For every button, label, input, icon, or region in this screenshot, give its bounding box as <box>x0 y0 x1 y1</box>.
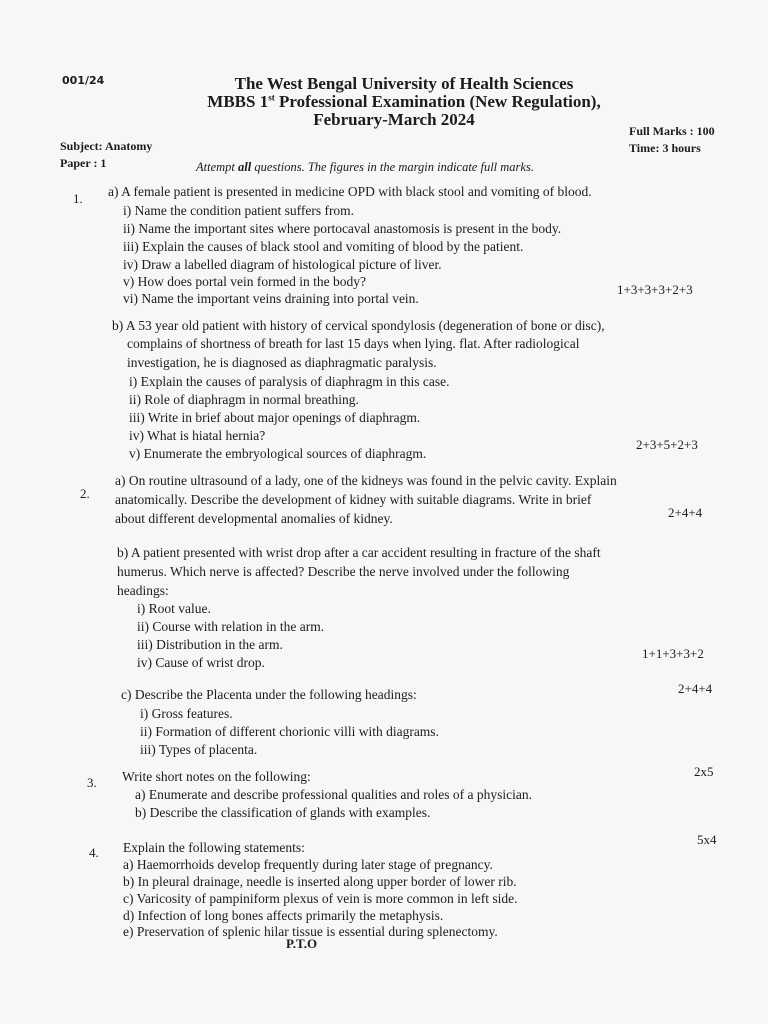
question-stem: anatomically. Describe the development of kidney with suitable diagrams. Write in brief <box>115 492 592 507</box>
exam-name <box>20 92 768 112</box>
question-part: i) Gross features. <box>140 706 233 721</box>
question-part: i) Root value. <box>137 601 211 616</box>
paper-code: 001/24 <box>62 74 105 87</box>
marks: 2+3+5+2+3 <box>636 437 698 452</box>
question-stem: a) On routine ultrasound of a lady, one of the kidneys was found in the pelvic cavity. Explain <box>115 473 617 488</box>
question-number: 2. <box>80 486 90 501</box>
instructions-pre: Attempt <box>196 160 239 174</box>
question-stem: a) A female patient is presented in medicine OPD with black stool and vomiting of blood. <box>108 184 592 199</box>
question-stem: humerus. Which nerve is affected? Describe the nerve involved under the following <box>117 564 570 579</box>
question-part: ii) Role of diaphragm in normal breathing. <box>129 392 359 407</box>
question-part: iv) Draw a labelled diagram of histological picture of liver. <box>123 257 442 272</box>
question-stem: complains of shortness of breath for last 15 days when lying. flat. After radiological <box>127 336 580 351</box>
full-marks: Full Marks : 100 <box>629 124 715 138</box>
question-stem: headings: <box>117 583 169 598</box>
instructions-post: questions. The figures in the margin indicate full marks. <box>251 160 534 174</box>
question-number: 4. <box>89 845 99 860</box>
question-part: iv) Cause of wrist drop. <box>137 655 265 670</box>
question-part: vi) Name the important veins draining into portal vein. <box>123 291 419 306</box>
question-part: ii) Name the important sites where portocaval anastomosis is present in the body. <box>123 221 562 236</box>
question-part: d) Infection of long bones affects primarily the metaphysis. <box>123 908 444 923</box>
question-part: iii) Explain the causes of black stool and vomiting of blood by the patient. <box>123 239 524 254</box>
question-part: e) Preservation of splenic hilar tissue is essential during splenectomy. <box>123 924 498 939</box>
question-stem: Write short notes on the following: <box>122 769 311 784</box>
question-part: a) Enumerate and describe professional qualities and roles of a physician. <box>135 787 532 802</box>
question-part: v) How does portal vein formed in the body? <box>123 274 366 289</box>
university-name: The West Bengal University of Health Sciences <box>234 74 574 93</box>
question-part: iii) Write in brief about major openings of diaphragm. <box>129 410 421 425</box>
question-part: iii) Distribution in the arm. <box>137 637 283 652</box>
question-part: a) Haemorrhoids develop frequently during later stage of pregnancy. <box>123 857 493 872</box>
exam-name-suffix: Professional Examination (New Regulation), <box>274 92 601 111</box>
marks: 2+4+4 <box>678 681 713 696</box>
exam-name-sup: st <box>268 92 275 103</box>
question-part: iii) Types of placenta. <box>140 742 258 757</box>
question-part: v) Enumerate the embryological sources of diaphragm. <box>129 446 427 461</box>
instructions-bold: all <box>238 160 252 174</box>
question-part: b) Describe the classification of glands with examples. <box>135 805 431 820</box>
page-turn-note: P.T.O <box>286 936 318 951</box>
exam-session: February-March 2024 <box>313 110 475 129</box>
question-part: i) Explain the causes of paralysis of diaphragm in this case. <box>129 374 450 389</box>
paper-label: Paper : 1 <box>60 156 107 170</box>
subject-label: Subject: Anatomy <box>60 139 153 153</box>
question-part: ii) Course with relation in the arm. <box>137 619 325 634</box>
time-allowed: Time: 3 hours <box>629 141 701 155</box>
question-number: 1. <box>73 191 83 206</box>
question-stem: b) A patient presented with wrist drop after a car accident resulting in fracture of the shaft <box>117 545 601 560</box>
question-number: 3. <box>87 775 97 790</box>
question-stem: investigation, he is diagnosed as diaphragmatic paralysis. <box>127 355 437 370</box>
question-part: b) In pleural drainage, needle is inserted along upper border of lower rib. <box>123 874 517 889</box>
question-part: iv) What is hiatal hernia? <box>129 428 266 443</box>
question-part: i) Name the condition patient suffers from. <box>123 203 355 218</box>
marks: 2x5 <box>694 764 714 779</box>
question-stem: b) A 53 year old patient with history of cervical spondylosis (degeneration of bone or disc), <box>112 318 605 333</box>
marks: 1+3+3+3+2+3 <box>617 282 693 297</box>
question-stem: c) Describe the Placenta under the following headings: <box>121 687 417 702</box>
marks: 2+4+4 <box>668 505 703 520</box>
question-stem: Explain the following statements: <box>123 840 305 855</box>
marks: 5x4 <box>697 832 717 847</box>
instructions <box>196 160 534 175</box>
exam-name-prefix: MBBS 1 <box>207 92 269 111</box>
marks: 1+1+3+3+2 <box>642 646 704 661</box>
question-part: c) Varicosity of pampiniform plexus of vein is more common in left side. <box>123 891 518 906</box>
question-part: ii) Formation of different chorionic villi with diagrams. <box>140 724 439 739</box>
question-stem: about different developmental anomalies of kidney. <box>115 511 393 526</box>
